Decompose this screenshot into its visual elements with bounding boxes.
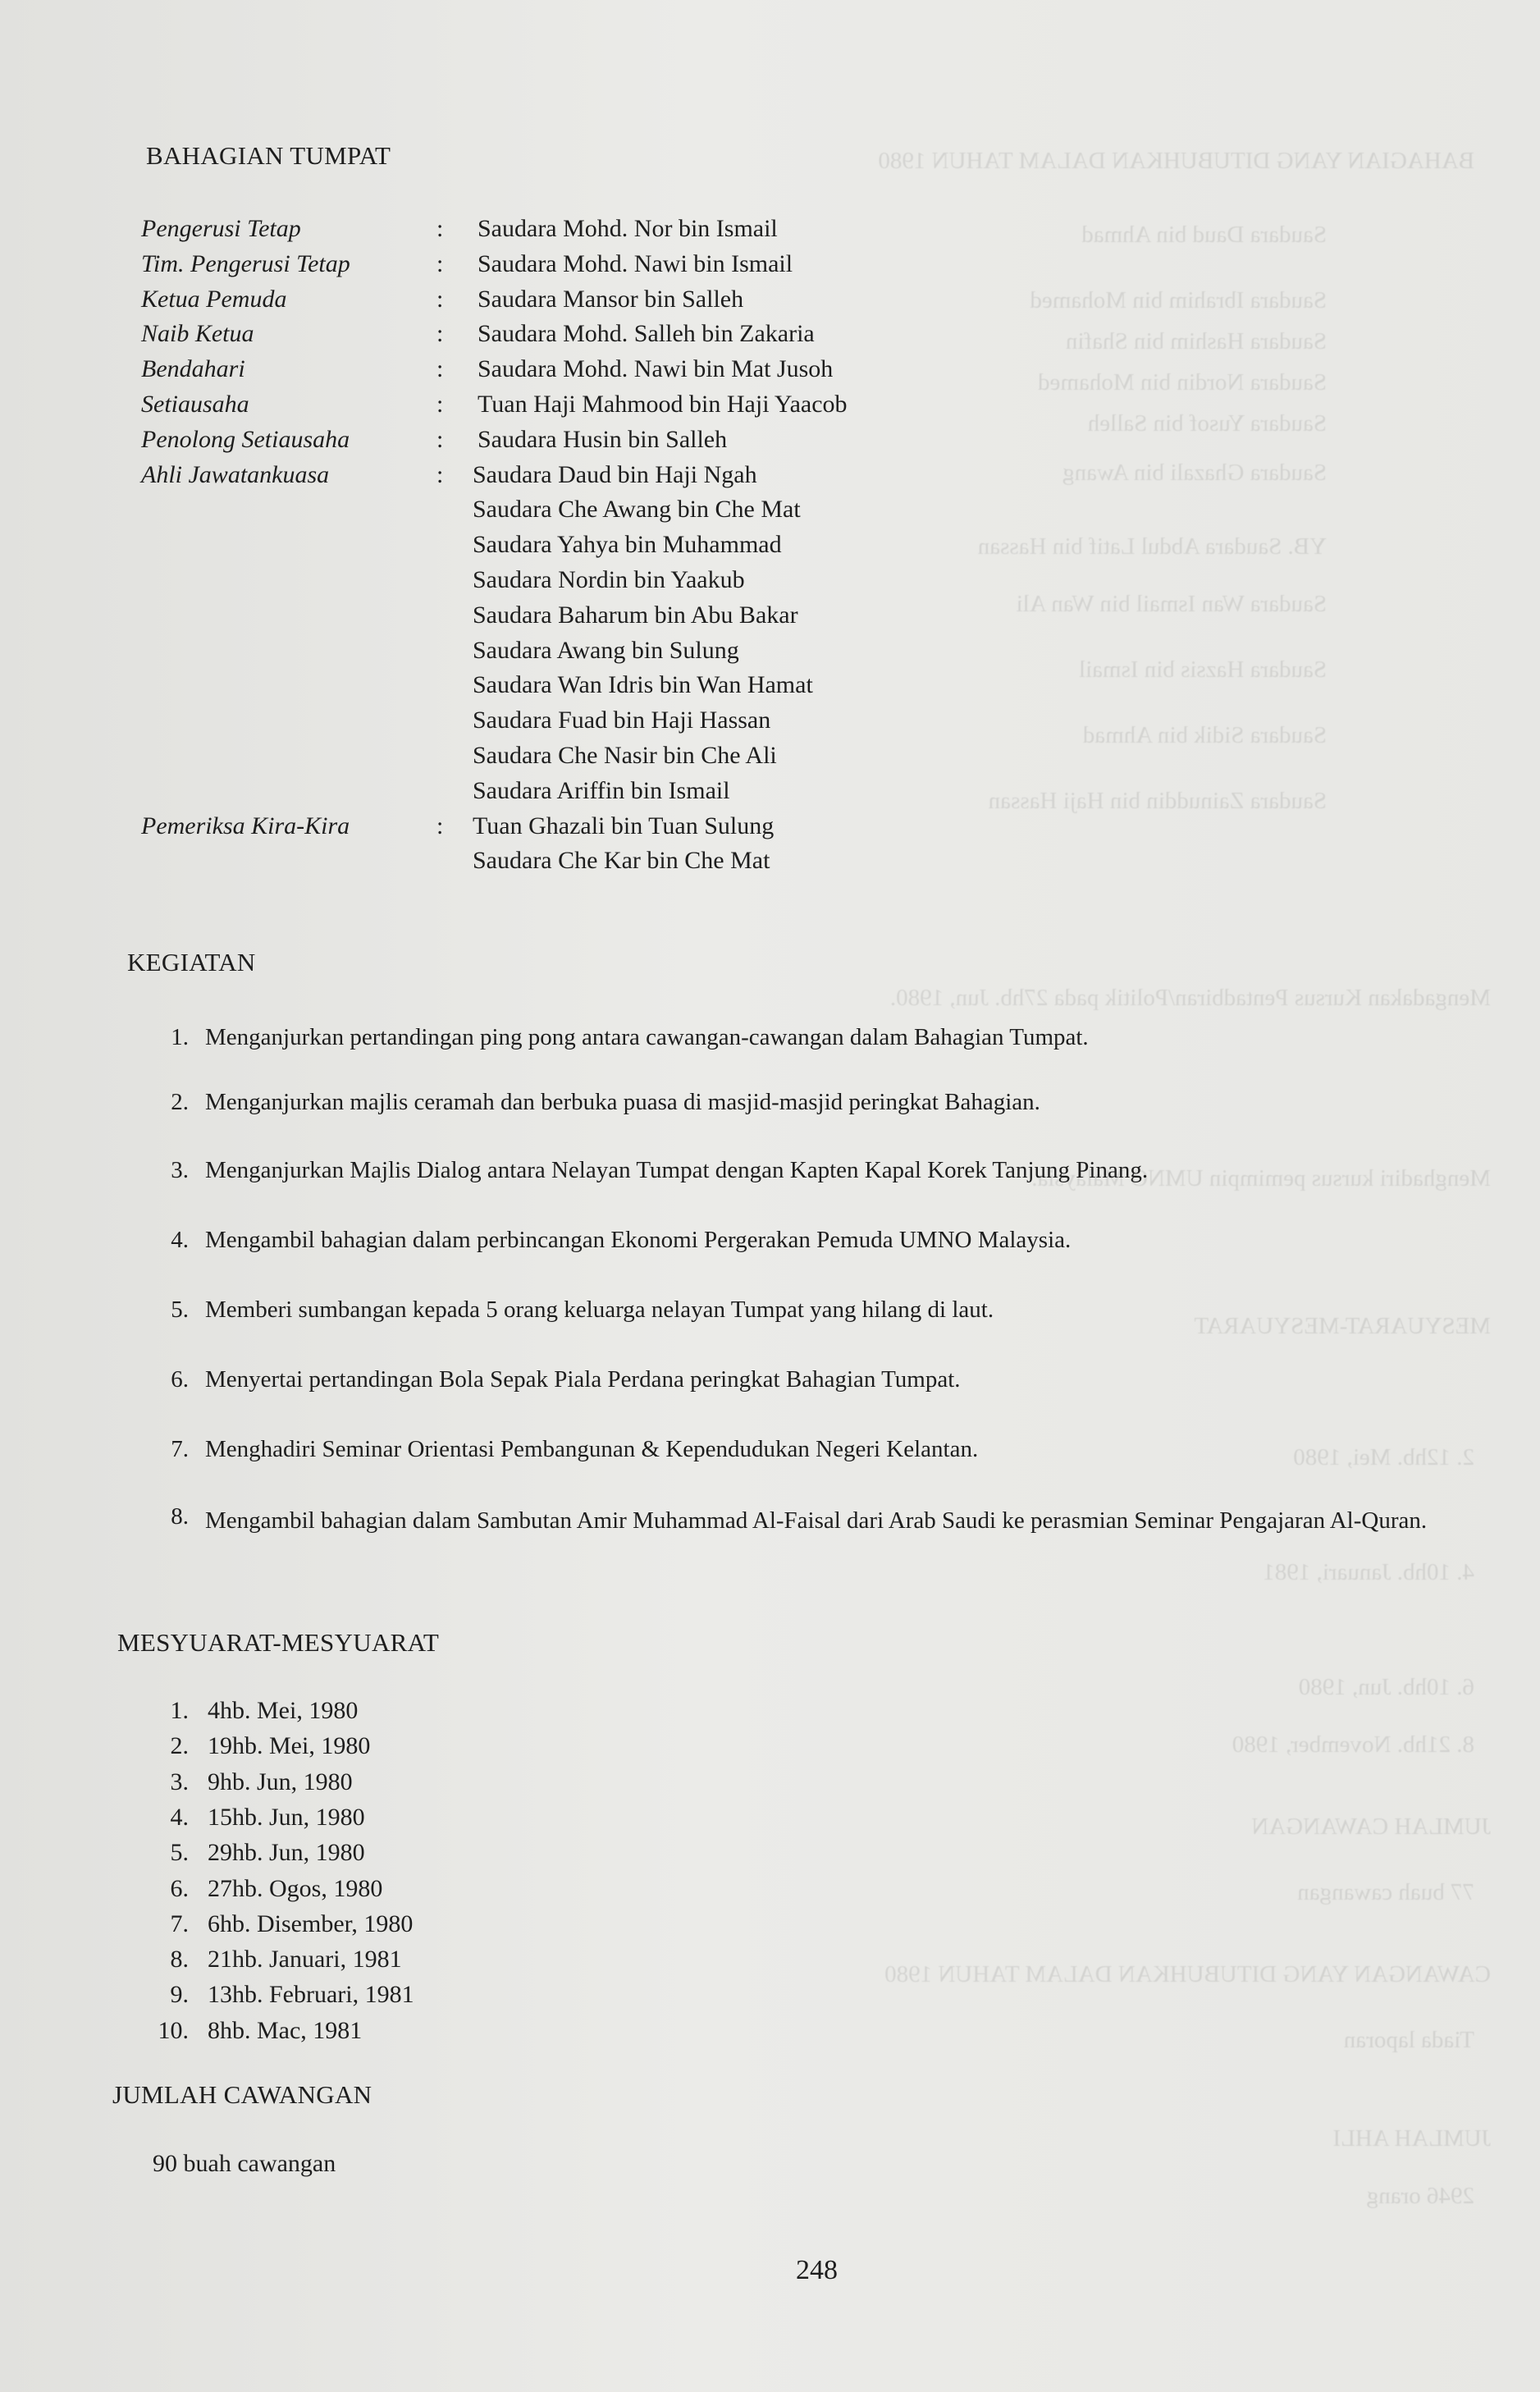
mesyuarat-item-date: 19hb. Mei, 1980 [208, 1732, 371, 1760]
mesyuarat-item-date: 27hb. Ogos, 1980 [208, 1874, 383, 1902]
kegiatan-item-text: Memberi sumbangan kepada 5 orang keluarga nelayan Tumpat yang hilang di laut. [205, 1297, 994, 1323]
kegiatan-item-text: Mengambil bahagian dalam Sambutan Amir Muhammad Al-Faisal dari Arab Saudi ke perasmian Seminar Pengajaran Al-Quran. [205, 1507, 1428, 1534]
kegiatan-item-text: Menyertai pertandingan Bola Sepak Piala Perdana peringkat Bahagian Tumpat. [205, 1366, 961, 1393]
mesyuarat-item-date: 15hb. Jun, 1980 [208, 1803, 365, 1831]
mesyuarat-item-date: 8hb. Mac, 1981 [208, 2016, 363, 2044]
mesyuarat-heading: MESYUARAT-MESYUARAT [117, 1628, 440, 1657]
mesyuarat-item-number: 3. [170, 1768, 189, 1795]
committee-role: Tim. Pengerusi Tetap [141, 249, 350, 277]
committee-member-name: Saudara Baharum bin Abu Bakar [473, 601, 798, 629]
kegiatan-item-number: 7. [171, 1436, 189, 1462]
mesyuarat-item-number: 9. [170, 1981, 189, 2009]
mesyuarat-item-number: 5. [170, 1839, 189, 1867]
kegiatan-item-number: 8. [171, 1503, 189, 1530]
committee-colon: : [436, 812, 444, 839]
mesyuarat-item-date: 29hb. Jun, 1980 [208, 1839, 365, 1867]
mesyuarat-item-date: 6hb. Disember, 1980 [208, 1909, 414, 1937]
kegiatan-heading: KEGIATAN [127, 948, 256, 976]
committee-colon: : [436, 249, 444, 277]
committee-member-name: Saudara Mohd. Nawi bin Mat Jusoh [478, 355, 834, 383]
committee-role: Naib Ketua [141, 320, 254, 348]
committee-role: Ketua Pemuda [141, 285, 287, 313]
committee-member-name: Saudara Fuad bin Haji Hassan [473, 707, 771, 734]
committee-colon: : [436, 285, 444, 313]
show-through-text: BAHAGIAN YANG DITUBUHKAN DALAM TAHUN 1980 Saudara Daud bin Ahmad Saudara Ibrahim bin Mohamed Saudara Hashim bin Shafin Saudara Nordin bin Mohamed Saudara Yusof bin Salleh Saudara Ghazali bin Awang YB. Saudara Abdul Latif bin Hassan Saudara Wan Ismail bin Wan Ali Saudara Hazsis bin Ismail Saudara Sidik bin Ahmad Saudara Zainuddin bin Haji Hassan Mengadakan Kursus Pentadbiran/Politik pada 27hb. Jun, 1980. Menghadiri kursus pemimpin UMNO Malaysia. MESYUARAT-MESYUARAT 2. 12hb. Mei, 1980 4. 10hb. Januari, 1981 6. 10hb. Jun, 1980 8. 21hb. November, 1980 JUMLAH CAWANGAN 77 buah cawangan CAWANGAN YANG DITUBUHKAN DALAM TAHUN 1980 Tiada laporan JUMLAH AHLI 2946 orang [878, 148, 1491, 2209]
kegiatan-item-text: Mengambil bahagian dalam perbincangan Ekonomi Pergerakan Pemuda UMNO Malaysia. [205, 1227, 1072, 1253]
section-title: BAHAGIAN TUMPAT [146, 141, 391, 170]
mesyuarat-item-number: 2. [170, 1732, 189, 1760]
committee-member-name: Tuan Ghazali bin Tuan Sulung [473, 812, 775, 839]
mesyuarat-item-date: 4hb. Mei, 1980 [208, 1697, 359, 1724]
mesyuarat-item-number: 8. [170, 1946, 189, 1974]
committee-role: Setiausaha [141, 391, 249, 418]
mesyuarat-item-number: 6. [170, 1874, 189, 1902]
mesyuarat-item-number: 10. [158, 2016, 189, 2044]
committee-member-name: Saudara Awang bin Sulung [473, 636, 739, 664]
committee-colon: : [436, 355, 444, 383]
mesyuarat-item-number: 4. [170, 1803, 189, 1831]
committee-member-name: Saudara Nordin bin Yaakub [473, 566, 745, 593]
kegiatan-item-number: 3. [171, 1157, 189, 1183]
committee-member-name: Saudara Mansor bin Salleh [478, 285, 744, 313]
committee-member-name: Tuan Haji Mahmood bin Haji Yaacob [478, 391, 848, 418]
kegiatan-item-number: 5. [171, 1297, 189, 1323]
committee-role: Ahli Jawatankuasa [141, 460, 330, 488]
jumlah-cawangan-heading: JUMLAH CAWANGAN [112, 2080, 372, 2109]
committee-member-name: Saudara Mohd. Salleh bin Zakaria [478, 320, 815, 348]
jumlah-cawangan-value: 90 buah cawangan [153, 2150, 336, 2177]
page-number: 248 [796, 2255, 838, 2285]
committee-colon: : [436, 391, 444, 418]
kegiatan-item-text: Menganjurkan Majlis Dialog antara Nelayan Tumpat dengan Kapten Kapal Korek Tanjung Pinang. [205, 1157, 1149, 1183]
mesyuarat-item-date: 21hb. Januari, 1981 [208, 1946, 402, 1974]
committee-role: Penolong Setiausaha [141, 425, 350, 453]
kegiatan-item-text: Menganjurkan pertandingan ping pong antara cawangan-cawangan dalam Bahagian Tumpat. [205, 1024, 1089, 1050]
kegiatan-item-number: 1. [171, 1024, 189, 1050]
committee-role: Pengerusi Tetap [141, 215, 301, 242]
mesyuarat-item-date: 9hb. Jun, 1980 [208, 1768, 353, 1795]
committee-member-name: Saudara Yahya bin Muhammad [473, 531, 782, 559]
mesyuarat-item-date: 13hb. Februari, 1981 [208, 1981, 414, 2009]
kegiatan-item-text: Menghadiri Seminar Orientasi Pembangunan & Kependudukan Negeri Kelantan. [205, 1436, 979, 1462]
committee-member-name: Saudara Che Nasir bin Che Ali [473, 742, 777, 769]
kegiatan-item-text: Menganjurkan majlis ceramah dan berbuka puasa di masjid-masjid peringkat Bahagian. [205, 1089, 1040, 1115]
committee-role: Bendahari [141, 355, 245, 383]
committee-colon: : [436, 460, 444, 488]
committee-member-name: Saudara Mohd. Nor bin Ismail [478, 215, 778, 242]
committee-role: Pemeriksa Kira-Kira [141, 812, 350, 839]
committee-colon: : [436, 215, 444, 242]
committee-member-name: Saudara Daud bin Haji Ngah [473, 460, 757, 488]
committee-member-name: Saudara Mohd. Nawi bin Ismail [478, 249, 793, 277]
committee-member-name: Saudara Che Awang bin Che Mat [473, 496, 801, 524]
committee-colon: : [436, 425, 444, 453]
committee-member-name: Saudara Wan Idris bin Wan Hamat [473, 671, 813, 699]
kegiatan-item-number: 4. [171, 1227, 189, 1253]
committee-member-name: Saudara Husin bin Salleh [478, 425, 728, 453]
mesyuarat-item-number: 7. [170, 1909, 189, 1937]
committee-member-name: Saudara Che Kar bin Che Mat [473, 847, 770, 875]
kegiatan-item-number: 6. [171, 1366, 189, 1393]
committee-colon: : [436, 320, 444, 348]
kegiatan-item-number: 2. [171, 1089, 189, 1115]
committee-member-name: Saudara Ariffin bin Ismail [473, 776, 730, 804]
mesyuarat-item-number: 1. [170, 1697, 189, 1724]
